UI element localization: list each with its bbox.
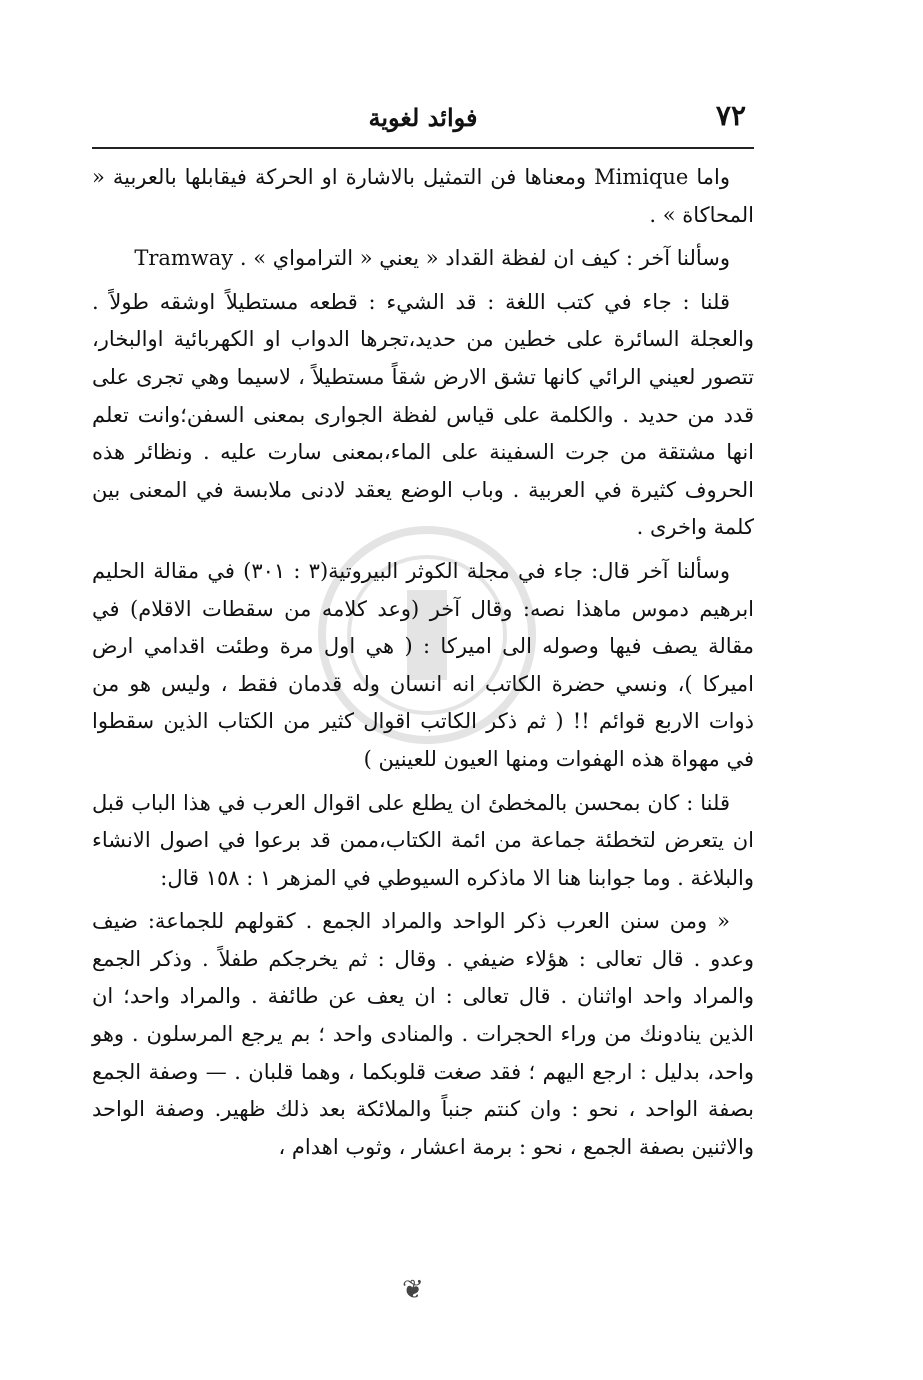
page-number: ٧٢ xyxy=(715,99,746,132)
book-page xyxy=(92,95,754,1335)
header-rule xyxy=(92,147,754,149)
paragraph-suyuti-quote: « ومن سنن العرب ذكر الواحد والمراد الجمع . كقولهم للجماعة: ضيف وعدو . قال تعالى : هؤلاء ضيفي . وقال : ثم يخرجكم طفلاً . وذكر الجمع والمراد واحد اواثنان . قال تعالى : ان يعف عن طائفة . والمراد واحد؛ ان الذين ينادونك من وراء الحجرات . والمنادى واحد ؛ بم يرجع المرسلون . وهو واحد، بدليل : ارجع اليهم ؛ فقد صغت قلوبكما ، وهما قلبان . — وصفة الجمع بصفة الواحد ، نحو : وان كنتم جنباً والملائكة بعد ذلك ظهير. وصفة الواحد والاثنين بصفة الجمع ، نحو : برمة اعشار ، وثوب اهدام ، xyxy=(92,909,754,1159)
paragraph-tramway-answer: قلنا : جاء في كتب اللغة : قد الشيء : قطعه مستطيلاً اوشقه طولاً . والعجلة السائرة على خطين من حديد،تجرها الدواب او الكهربائية اوالبخار، تتصور لعيني الرائي كانها تشق الارض شقاً مستطيلاً ، لاسيما وهي تجرى على قدد من حديد . والكلمة على قياس لفظة الجوارى بمعنى السفن؛وانت تعلم انها مشتقة من جرت السفينة على الماء،بمعنى سارت عليه . ونظائر هذه الحروف كثيرة في العربية . وباب الوضع يعقد لادنى ملابسة في المعنى بين كلمة واخرى . xyxy=(92,289,754,540)
footer-ornament-icon: ❦ xyxy=(402,1275,424,1305)
body-text xyxy=(92,159,754,1166)
running-head xyxy=(92,95,754,141)
paragraph-answer: قلنا : كان بمحسن بالمخطئ ان يطلع على اقوال العرب في هذا الباب قبل ان يتعرض لتخطئة جماعة من ائمة الكتاب،ممن قد برعوا في اصول الانشاء والبلاغة . وما جوابنا هنا الا ماذكره السيوطي في المزهر ١ : ١٥٨ قال: xyxy=(92,790,754,890)
paragraph-tramway-question: وسألنا آخر : كيف ان لفظة القداد « يعني « الترامواي » . Tramway xyxy=(134,246,730,271)
paragraph-mimique: واما Mimique ومعناها فن التمثيل بالاشارة او الحركة فيقابلها بالعربية « المحاكاة » . xyxy=(92,165,754,227)
paragraph-kawthar-question: وسألنا آخر قال: جاء في مجلة الكوثر البيروتية(٣ : ٣٠١) في مقالة الحليم ابرهيم دموس ماهذا نصه: وقال آخر (وعد كلامه من سقطات الاقلام) في مقالة يصف فيها وصوله الى اميركا : ( هي اول مرة وطئت اقدامي ارض اميركا )، ونسي حضرة الكاتب انه انسان وله قدمان فقط ، وليس هو من ذوات الاربع قوائم !! ( ثم ذكر الكاتب اقوال كثير من الكتاب الذين سقطوا في مهواة هذه الهفوات ومنها العيون للعينين ) xyxy=(92,558,754,771)
running-title: فوائد لغوية xyxy=(368,103,478,132)
